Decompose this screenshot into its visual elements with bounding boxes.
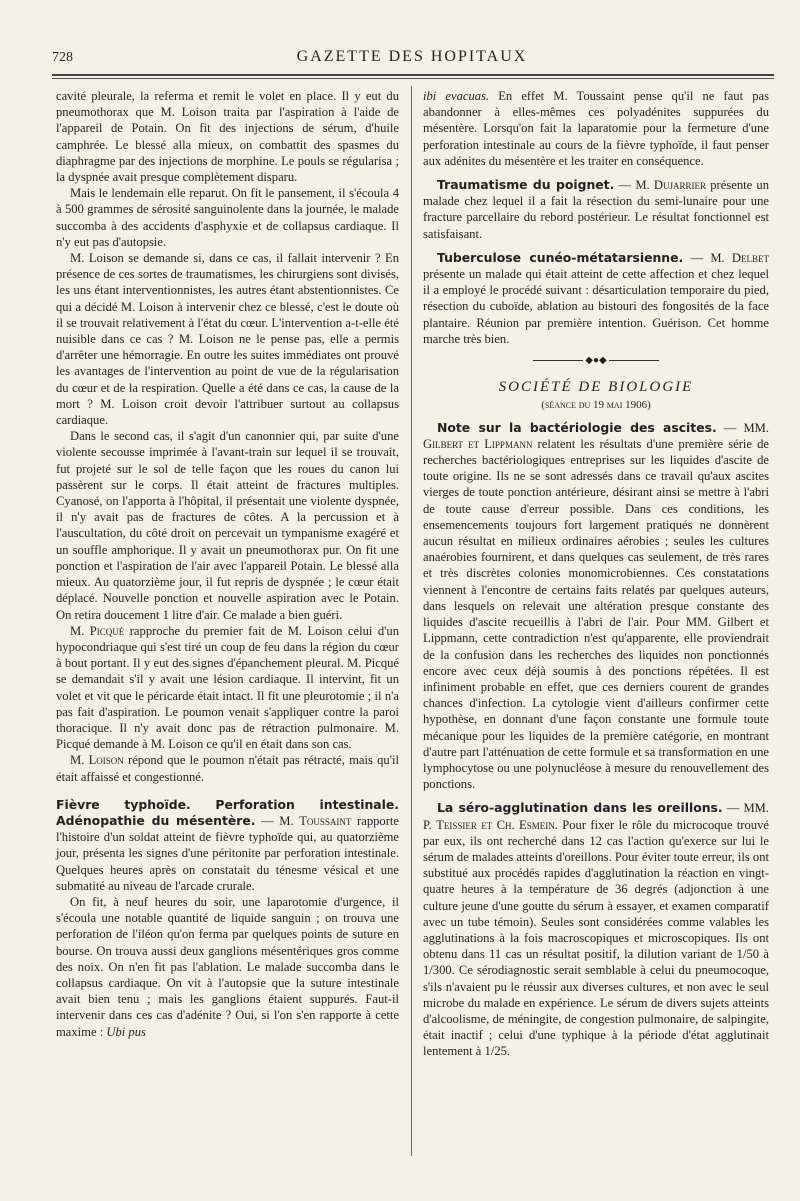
heading-dash: — M. [614, 178, 654, 193]
section-heading: Fièvre typhoïde. Perforation intestinale. Adénopathie du mésentère. [56, 796, 399, 828]
author-name: M. Loison [70, 753, 124, 768]
section-heading: Tuberculose cunéo-métatarsienne. [437, 249, 684, 265]
header-rule-thick [52, 74, 774, 76]
section-paragraph [423, 177, 769, 242]
author-name: M. Picqué [70, 623, 125, 638]
section-paragraph [423, 250, 769, 347]
author-name: Gilbert et Lippmann [423, 436, 533, 451]
latin-phrase: ibi evacuas. [423, 89, 490, 103]
section-heading: Traumatisme du poignet. [437, 177, 615, 193]
author-name: Delbet [731, 250, 769, 265]
section-paragraph [56, 797, 399, 894]
society-title: SOCIÉTÉ DE BIOLOGIE [498, 379, 694, 396]
paragraph-text: En effet M. Toussaint pense qu'il ne faut pas abandonner à elles-mêmes ces polyadénites suppurées du mésentère. Lorsqu'on fait la laparatomie pour la fermeture d'une perforation intestinale au cours de la fièvre typhoïde, il faut penser aux adénites du mésentère et les traiter en conséquence. [423, 89, 769, 168]
header-rule-thin [52, 78, 774, 79]
left-column [56, 88, 399, 1040]
heading-dash: — MM. [716, 420, 769, 435]
paragraph: M. Loison se demande si, dans ce cas, il fallait intervenir ? En présence de ces sortes de traumatismes, les chirurgiens sont divisés, les uns étant interventionnistes, les autres étant abstentionnistes. Ce qui a décidé M. Loison à intervenir chez ce blessé, c'est le doute où il se trouvait relativement à l'état du cœur. L'intervention a-t-elle été nuisible dans ce cas ? M. Loison ne le pense pas, elle a permis d'arrêter une hémorragie. En outre les suites immédiates ont prouvé les avantages de l'intervention au point de vue de la régularisation du cœur et de la respiration. Quelle a été dans ce cas, la cause de la mort ? M. Loison croit devoir l'attribuer surtout au collapsus cardiaque. [56, 251, 399, 428]
paragraph-text: présente un malade qui était atteint de cette affection et chez lequel il a employé le procédé suivant : désarticulation temporaire du pied, résection du cuboïde, ablation au bistouri des fongosités de la face plantaire. Réunion par première intention. Guérison. Cet homme marche très bien. [423, 267, 769, 346]
running-header [52, 46, 772, 70]
section-paragraph [423, 800, 769, 1059]
page-number: 728 [52, 50, 73, 65]
author-name: Toussaint [299, 813, 352, 828]
paragraph-text: rapporte l'histoire d'un soldat atteint de fièvre typhoïde qui, au quatorzième jour, présenta les signes d'une péritonite par perforation intestinale. Quelques heures après on constatait du ténesme vésical et une submatité au niveau de l'arcade crurale. [56, 813, 399, 893]
section-separator: ◆●◆ [423, 353, 769, 369]
paragraph [423, 88, 769, 169]
paragraph-text: présente un malade chez lequel il a fait la résection du semi-lunaire pour une fracture parcellaire du rebord postérieur. Le résultat fonctionnel est satisfaisant. [423, 178, 770, 241]
paragraph: Mais le lendemain elle reparut. On fit le pansement, il s'écoula 4 à 500 grammes de sérosité sanguinolente dans la journée, le malade succomba à des accidents d'asphyxie et de collapsus cardiaque. Il n'y eut pas d'autopsie. [56, 186, 399, 249]
latin-phrase: Ubi pus [106, 1024, 146, 1039]
column-divider [411, 86, 412, 1156]
author-name: Dujarrier [653, 178, 707, 193]
section-heading: La séro-agglutination dans les oreillons. [437, 800, 723, 816]
section-heading: Note sur la bactériologie des ascites. [437, 419, 717, 435]
paragraph [56, 894, 399, 1040]
right-column [423, 88, 769, 1060]
paragraph [56, 752, 399, 784]
heading-dash: — MM. P. [423, 801, 770, 832]
paragraph-text: répond que le poumon n'était pas rétracté, mais qu'il était affaissé et congestionné. [56, 753, 399, 784]
paragraph-text: . Pour fixer le rôle du microcoque trouvé par eux, ils ont recherché dans 12 cas l'action qu'exerce sur lui le sérum de malades atteints d'oreillons. Pour éviter toute erreur, ils ont substitué aux procédés rapides d'agglutination la réaction en vingt-quatre heures à la température de 36 degrés (adjonction à une culture jeune d'une goutte du sérum à essayer, et examen comparatif avec un tube témoin). Seules sont considérées comme valables les agglutinations à la fois macroscopiques et microscopiques. Ils ont obtenu dans 11 cas un résultat positif, la dilution variant de 1/50 à 1/300. Ce sérodiagnostic serait semblable à celui du pneumocoque, s'ils n'avaient pu le réussir aux diverses cultures, et non avec le seul microbe du malade en expérience. Le sérum de divers sujets atteints d'alcoolisme, de méningite, de congestion pulmonaire, de salpingite, était inactif ; celui d'une typhique à la période d'état agglutinait lentement à 1/25. [423, 817, 769, 1059]
journal-title: GAZETTE DES HOPITAUX [296, 48, 528, 65]
paragraph-text: relatent les résultats d'une première série de recherches bactériologiques entreprises sur les liquides d'ascite de toute origine. Ils ne se sont adressés dans ce travail qu'aux ascites vierges de toute ponction antérieure, désirant ainsi se mettre à l'abri de toute cause d'erreur possible. Dans ces conditions, les ensemencements toujours fort largement pratiqués ne donnèrent aucun résultat en milieux ordinaires aérobies ; seules les cultures anaérobies fournirent, et dans quelques cas seulement, de très rares et très discrètes colonies monomicrobiennes. Ces constatations viennent à l'encontre de certains faits relatés par quelques auteurs, dans lesquels on relevait une altération presque constante des liquides d'ascite recueillis à l'abri de l'air. Pour MM. Gilbert et Lippmann, cette contradiction n'est qu'apparente, elle proviendrait de la confusion dans les recherches des liquides non ponctionnés encore avec ceux déjà soumis à des ponctions répétées. Il est infiniment probable en effet, que ces derniers courent de grandes chances d'infection. La cytologie vient d'ailleurs confirmer cette hypothèse, en donnant d'une façon constante une formule toute mécanique pour les liquides de la première catégorie, en montrant d'autre part l'atténuation de cette formule et sa transformation en une lymphocytose ou une polynucléose à mesure du renouvellement des ponctions. [423, 436, 770, 792]
heading-dash: — M. [683, 250, 732, 265]
heading-dash: — M. [255, 813, 300, 828]
section-paragraph [423, 420, 769, 793]
author-name: Teissier et Ch. Esmein [436, 817, 555, 832]
paragraph [56, 623, 399, 753]
paragraph: cavité pleurale, la referma et remit le volet en place. Il y eut du pneumothorax que M. Loison traita par l'aspiration à l'aide de l'appareil de Potain. On fit des injections de sérum, d'huile camphrée. Le blessé alla mieux, on combattit des spasmes du diaphragme par des injections de morphine. Le pouls se régularisa ; la dyspnée avait presque complètement disparu. [56, 89, 399, 185]
session-date: (séance du 19 mai 1906) [541, 399, 651, 412]
paragraph-text: rapproche du premier fait de M. Loison celui d'un hypocondriaque qui s'est tiré un coup de feu dans la région du cœur à bout portant. Il y eut des signes d'épanchement pleural. M. Picqué se demandait s'il y avait une lésion cardiaque. Il intervint, fit un volet et vit que le péricarde était intact. Il fit une pleurotomie ; il n'a pas fait d'aspiration. Le poumon venait s'appliquer contre la paroi thoracique. Il n'y avait donc pas de rétraction pulmonaire. M. Picqué demande à M. Loison ce qu'il en était dans son cas. [56, 623, 399, 752]
paragraph: Dans le second cas, il s'agit d'un canonnier qui, par suite d'une violente secousse imprimée à l'avant-train sur lequel il se trouvait, fut projeté sur le sol de telle façon que les roues du canon lui passèrent sur le corps. Il était atteint de fractures multiples. Cyanosé, on l'apporta à l'hôpital, il présentait une violente dyspnée, il n'y avait pas de fractures de côtes. A la percussion et à l'auscultation, du côté droit on percevait un tympanisme exagéré et un souffle amphorique. Il y avait un pneumothorax pur. On fit une ponction et l'aspiration de l'air avec l'appareil Potain. Le blessé alla mieux. Au quatorzième jour, il fut repris de dyspnée ; le cœur était déplacé. Nouvelle ponction et nouvelle aspiration avec le Potain. On retira doucement 1 litre d'air. Ce malade a bien guéri. [56, 429, 399, 622]
paragraph-text: On fit, à neuf heures du soir, une laparotomie d'urgence, il s'écoula une notable quantité de liquide sanguin ; on trouva une perforation de l'iléon qu'on ferma par quelques points de suture en bourse. On trouva aussi deux ganglions mésentériques gros comme des noix. On n'en fit pas l'ablation. Le malade succomba dans le collapsus cardiaque. On vit à l'autopsie que la suture intestinale avait bien tenu ; mais les ganglions étaient suppurés. Faut-il intervenir dans ces cas d'adénite ? Oui, si l'on s'en rapporte à cette maxime : [56, 894, 399, 1039]
